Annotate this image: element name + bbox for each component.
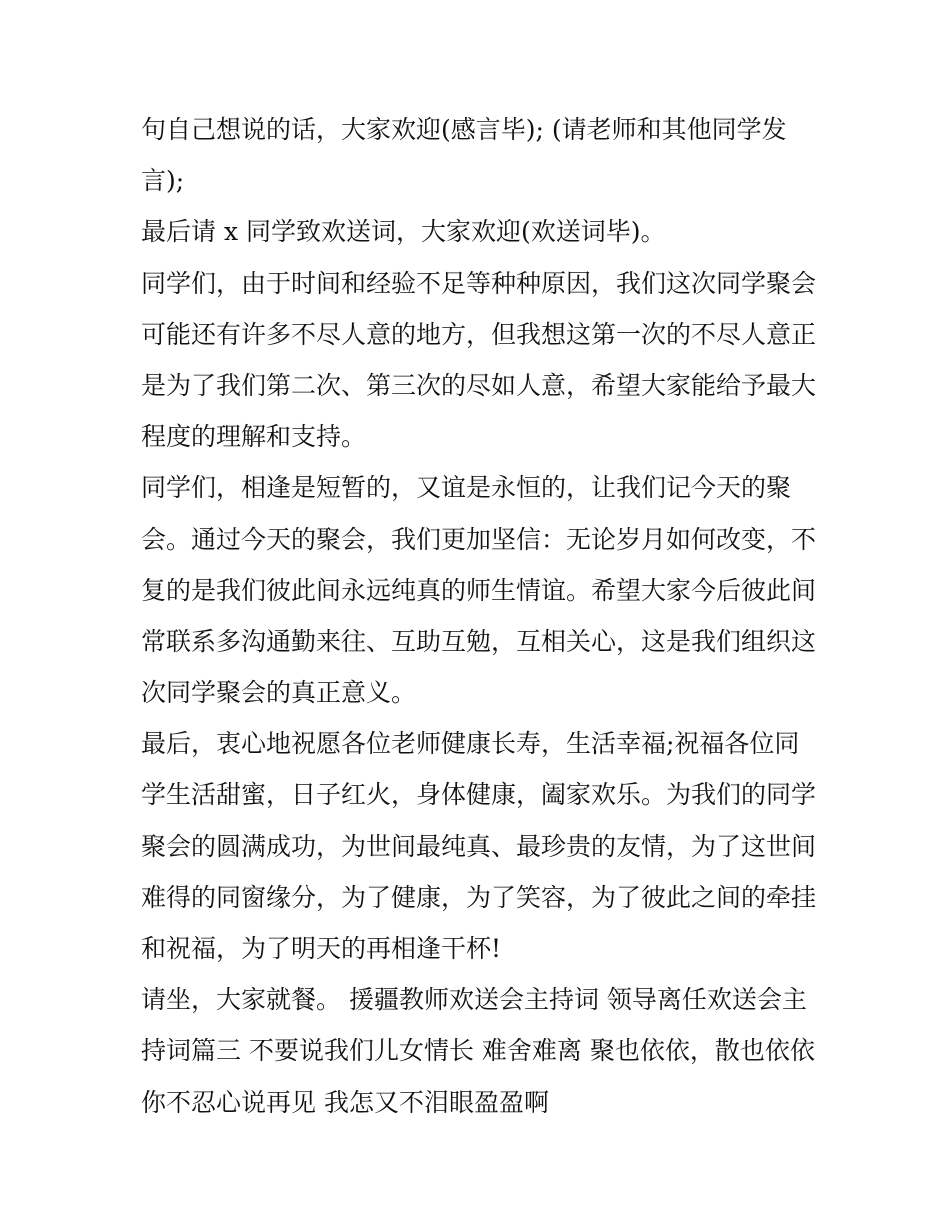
document-body [141,104,821,1128]
text-line: 程度的理解和支持。 [141,422,367,452]
text-line: 学生活甜蜜，日子红火，身体健康，阖家欢乐。为我们的同学 [141,780,817,810]
text-line: 你不忍心说再见 我怎又不泪眼盈盈啊 [141,1087,549,1117]
text-line: 最后，衷心地祝愿各位老师健康长寿，生活幸福;祝福各位同 [141,729,800,759]
text-line: 句自己想说的话，大家欢迎(感言毕); (请老师和其他同学发 [141,115,787,144]
text-line: 言); [141,166,185,196]
text-line: 同学们，由于时间和经验不足等种种原因，我们这次同学聚会 [141,268,817,298]
text-line: 复的是我们彼此间永远纯真的师生情谊。希望大家今后彼此间 [141,575,817,605]
text-line: 是为了我们第二次、第三次的尽如人意，希望大家能给予最大 [141,370,817,400]
text-line: 请坐，大家就餐。 援疆教师欢送会主持词 领导离任欢送会主 [141,985,807,1015]
text-line: 聚会的圆满成功，为世间最纯真、最珍贵的友情，为了这世间 [141,831,817,861]
text-line: 次同学聚会的真正意义。 [141,678,417,708]
text-line: 和祝福，为了明天的再相逢干杯! [141,934,502,963]
text-line: 最后请 x 同学致欢送词，大家欢迎(欢送词毕)。 [141,217,666,247]
text-line: 常联系多沟通勤来往、互助互勉，互相关心，这是我们组织这 [141,626,817,656]
text-line: 可能还有许多不尽人意的地方，但我想这第一次的不尽人意正 [141,319,817,349]
text-line: 会。通过今天的聚会，我们更加坚信：无论岁月如何改变，不 [141,524,817,554]
text-line: 同学们，相逢是短暂的，又谊是永恒的，让我们记今天的聚 [141,473,792,503]
text-line: 持词篇三 不要说我们儿女情长 难舍难离 聚也依依，散也依依 [141,1036,815,1066]
text-line: 难得的同窗缘分，为了健康，为了笑容，为了彼此之间的牵挂 [141,882,817,912]
